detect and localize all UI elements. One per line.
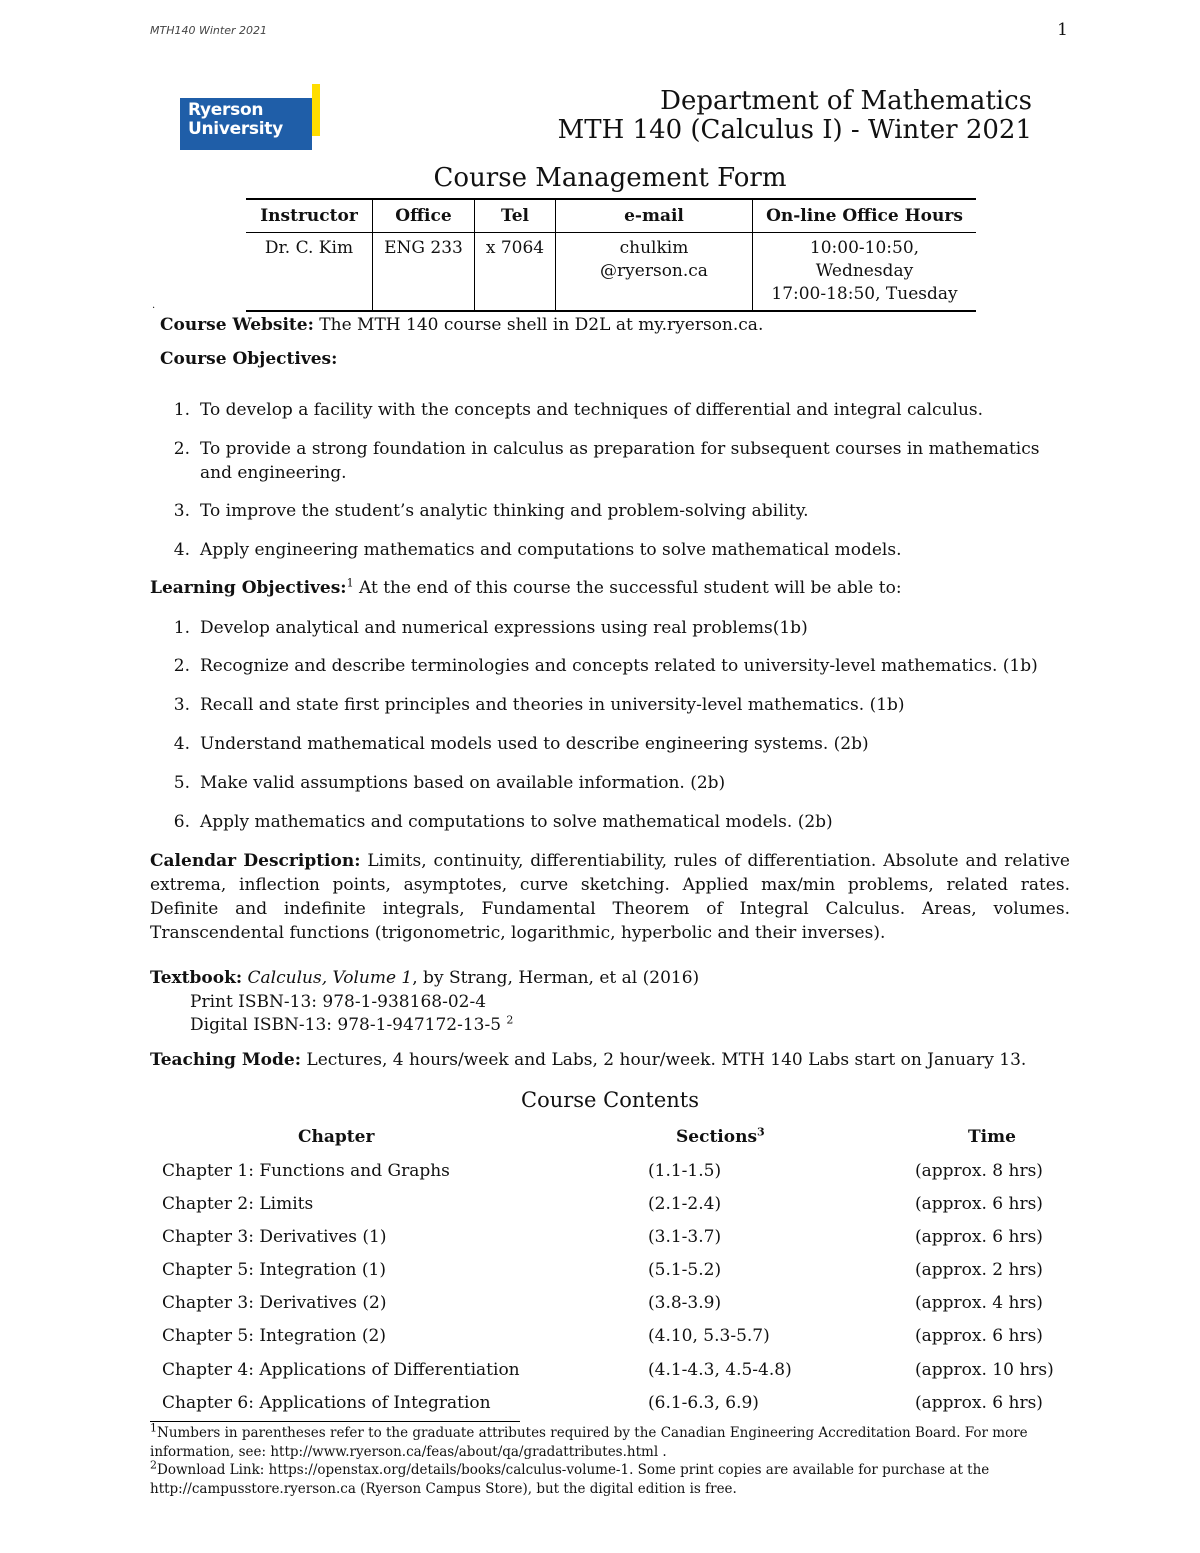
contents-time: (approx. 6 hrs): [915, 1326, 1043, 1346]
stray-dot: .: [152, 300, 156, 311]
footnote-1: [150, 1421, 1070, 1461]
contents-time: (approx. 4 hrs): [915, 1293, 1043, 1313]
contents-time: (approx. 6 hrs): [915, 1194, 1043, 1214]
contents-chapter: Chapter 3: Derivatives (1): [162, 1227, 387, 1247]
item-text: Understand mathematical models used to describe engineering systems. (2b): [200, 734, 869, 754]
learning-objective-item: [150, 732, 1070, 756]
contents-sections: (5.1-5.2): [648, 1260, 722, 1280]
instructor-table: [246, 198, 976, 312]
course-contents-title: Course Contents: [521, 1088, 699, 1112]
contents-header-sections-text: Sections: [676, 1127, 758, 1147]
digital-isbn-line: [190, 1013, 513, 1037]
course-website-label: Course Website:: [160, 315, 314, 335]
learning-objective-item: [150, 771, 1070, 795]
footnote-ref-1[interactable]: 1: [346, 576, 354, 590]
instructor-table-row: [246, 233, 976, 312]
footnote-mark: 2: [150, 1458, 157, 1472]
learning-objectives-intro-text: At the end of this course the successful student will be able to:: [359, 578, 902, 598]
digital-isbn: Digital ISBN-13: 978-1-947172-13-5: [190, 1015, 502, 1035]
item-text: Develop analytical and numerical expressions using real problems(1b): [200, 618, 808, 638]
department-title: Department of Mathematics: [660, 86, 1032, 116]
footnote-mark: 1: [150, 1421, 157, 1435]
footnote-2: [150, 1458, 1070, 1498]
contents-header-time: Time: [968, 1127, 1016, 1147]
item-number: 3.: [173, 501, 190, 521]
contents-chapter: Chapter 2: Limits: [162, 1194, 314, 1214]
contents-sections: (4.1-4.3, 4.5-4.8): [648, 1360, 792, 1380]
print-isbn: Print ISBN-13: 978-1-938168-02-4: [190, 992, 487, 1012]
office-hours-line1: 10:00-10:50, Wednesday: [809, 238, 920, 281]
textbook-title: Calculus, Volume 1: [247, 968, 413, 988]
course-website: [160, 313, 763, 337]
textbook-line: [150, 966, 1070, 990]
contents-chapter: Chapter 4: Applications of Differentiation: [162, 1360, 520, 1380]
footnote-text: Download Link: https://openstax.org/details/books/calculus-volume-1. Some print copies are available for purchase at the http://campusstore.ryerson.ca (Ryerson Campus Store), but the digital edition is free.: [150, 1462, 990, 1497]
logo-text-line2: University: [188, 119, 283, 139]
course-objective-item: [150, 538, 1070, 562]
footnote-ref-3[interactable]: 3: [757, 1125, 765, 1139]
calendar-description-label: Calendar Description:: [150, 851, 361, 871]
cell-email[interactable]: chulkim @ryerson.ca: [556, 233, 753, 312]
header-office-hours: On-line Office Hours: [753, 199, 977, 233]
contents-sections: (3.8-3.9): [648, 1293, 722, 1313]
learning-objectives-label: Learning Objectives:: [150, 578, 347, 598]
contents-chapter: Chapter 6: Applications of Integration: [162, 1393, 491, 1413]
logo-yellow-bar: [312, 84, 320, 136]
cell-office: ENG 233: [373, 233, 475, 312]
learning-objective-item: [150, 654, 1070, 678]
contents-sections: (4.10, 5.3-5.7): [648, 1326, 770, 1346]
course-objective-item: [150, 398, 1070, 422]
item-number: 3.: [173, 695, 190, 715]
teaching-mode-text: Lectures, 4 hours/week and Labs, 2 hour/week. MTH 140 Labs start on January 13.: [306, 1050, 1027, 1070]
teaching-mode-label: Teaching Mode:: [150, 1050, 301, 1070]
course-website-text: The MTH 140 course shell in D2L at my.ryerson.ca.: [319, 315, 764, 335]
teaching-mode: [150, 1048, 1070, 1072]
item-number: 4.: [173, 734, 190, 754]
contents-time: (approx. 8 hrs): [915, 1161, 1043, 1181]
item-number: 1.: [173, 618, 190, 638]
contents-header-chapter: Chapter: [298, 1127, 375, 1147]
footnote-ref-2[interactable]: 2: [506, 1013, 514, 1027]
item-text: Recall and state first principles and theories in university-level mathematics. (1b): [200, 695, 905, 715]
cell-instructor: Dr. C. Kim: [246, 233, 373, 312]
contents-chapter: Chapter 1: Functions and Graphs: [162, 1161, 450, 1181]
footnote-text: Numbers in parentheses refer to the graduate attributes required by the Canadian Engineering Accreditation Board. For more information, see: http://www.ryerson.ca/feas/about/qa/gradattributes.html .: [150, 1425, 1028, 1460]
logo-text-line1: Ryerson: [188, 100, 264, 120]
item-text: Apply engineering mathematics and computations to solve mathematical models.: [200, 540, 902, 560]
learning-objectives-intro: [150, 576, 1070, 600]
learning-objective-item: [150, 616, 1070, 640]
form-title: Course Management Form: [433, 163, 787, 193]
learning-objective-item: [150, 810, 1070, 834]
item-number: 6.: [173, 812, 190, 832]
item-number: 4.: [173, 540, 190, 560]
university-logo: [180, 84, 320, 150]
header-instructor: Instructor: [246, 199, 373, 233]
header-email: e-mail: [556, 199, 753, 233]
contents-sections: (3.1-3.7): [648, 1227, 722, 1247]
contents-time: (approx. 2 hrs): [915, 1260, 1043, 1280]
contents-chapter: Chapter 5: Integration (1): [162, 1260, 386, 1280]
contents-header-sections: [676, 1127, 765, 1147]
calendar-description: [150, 849, 1070, 945]
running-header: MTH140 Winter 2021: [150, 24, 267, 37]
textbook-label: Textbook:: [150, 968, 243, 988]
learning-objective-item: [150, 693, 1070, 717]
header-tel: Tel: [475, 199, 556, 233]
course-title: MTH 140 (Calculus I) - Winter 2021: [557, 115, 1032, 145]
item-number: 2.: [173, 656, 190, 676]
item-number: 2.: [173, 439, 190, 459]
contents-sections: (1.1-1.5): [648, 1161, 722, 1181]
item-number: 5.: [173, 773, 190, 793]
contents-time: (approx. 6 hrs): [915, 1227, 1043, 1247]
item-text: To improve the student’s analytic thinking and problem-solving ability.: [200, 501, 809, 521]
item-number: 1.: [173, 400, 190, 420]
course-objectives-label: Course Objectives:: [160, 349, 338, 369]
item-text: To provide a strong foundation in calculus as preparation for subsequent courses in mathematics and engineering.: [200, 439, 1040, 483]
cell-office-hours: [753, 233, 977, 312]
footnote-rule: [150, 1421, 520, 1422]
item-text: To develop a facility with the concepts and techniques of differential and integral calculus.: [200, 400, 984, 420]
contents-sections: (2.1-2.4): [648, 1194, 722, 1214]
textbook-authors: , by Strang, Herman, et al (2016): [412, 968, 700, 988]
contents-chapter: Chapter 3: Derivatives (2): [162, 1293, 387, 1313]
instructor-table-header: [246, 199, 976, 233]
calendar-description-text: Limits, continuity, differentiability, rules of differentiation. Absolute and relative extrema, inflection points, asymptotes, curve sketching. Applied max/min problems, related rates. Definite and indefinite integrals, Fundamental Theorem of Integral Calculus. Areas, volumes. Transcendental functions (trigonometric, logarithmic, hyperbolic and their inverses).: [150, 851, 1070, 943]
item-text: Apply mathematics and computations to solve mathematical models. (2b): [200, 812, 833, 832]
header-office: Office: [373, 199, 475, 233]
office-hours-line2: 17:00-18:50, Tuesday: [771, 284, 958, 304]
contents-sections: (6.1-6.3, 6.9): [648, 1393, 759, 1413]
item-text: Make valid assumptions based on available information. (2b): [200, 773, 726, 793]
contents-time: (approx. 10 hrs): [915, 1360, 1054, 1380]
course-objective-item: [150, 499, 1070, 523]
course-objective-item: [150, 437, 1070, 485]
cell-tel: x 7064: [475, 233, 556, 312]
contents-time: (approx. 6 hrs): [915, 1393, 1043, 1413]
contents-chapter: Chapter 5: Integration (2): [162, 1326, 386, 1346]
page-number: 1: [1057, 20, 1068, 40]
item-text: Recognize and describe terminologies and concepts related to university-level mathematics. (1b): [200, 656, 1038, 676]
